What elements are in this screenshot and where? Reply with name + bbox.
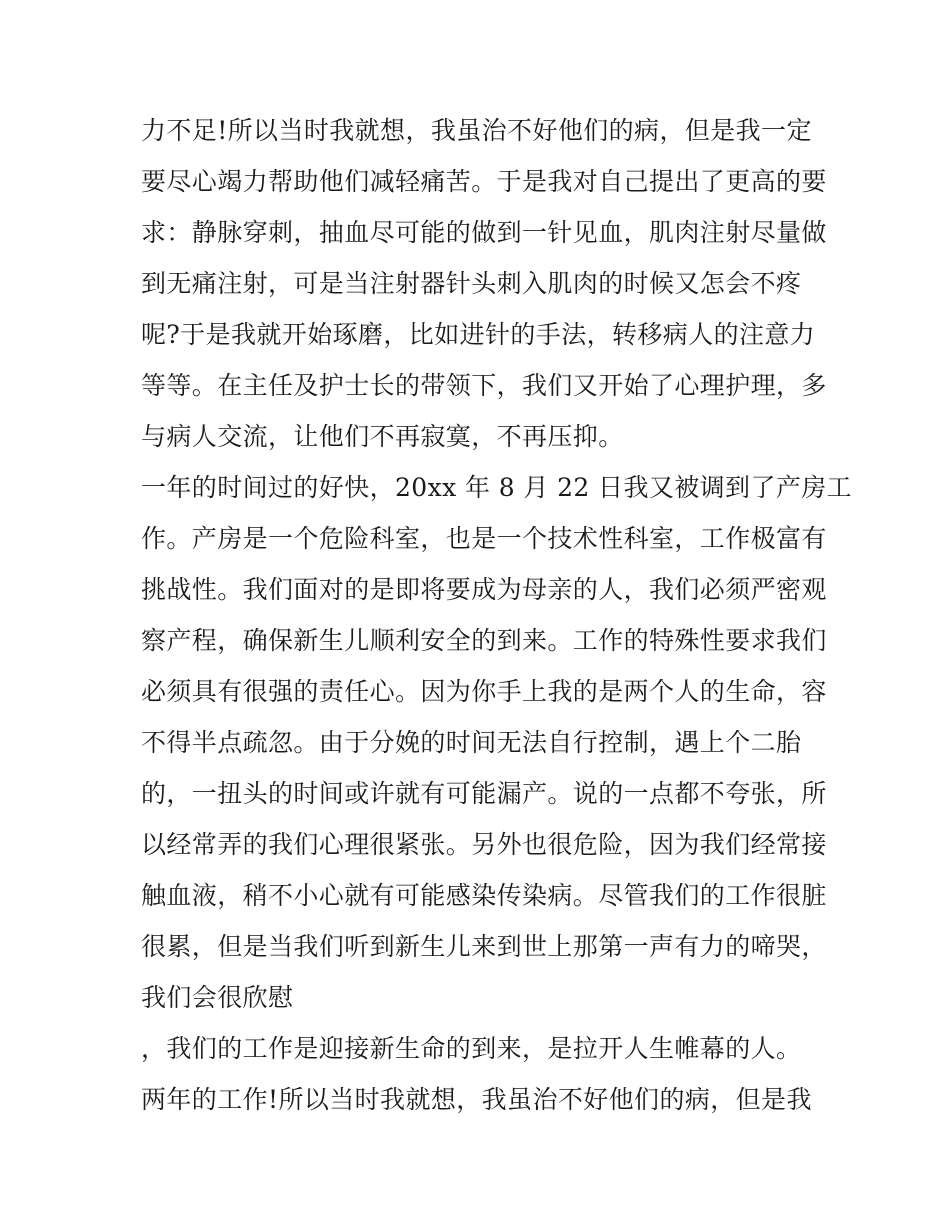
text-line: 求：静脉穿刺，抽血尽可能的做到一针见血，肌肉注射尽量做 [141,218,827,247]
text-line: 我们会很欣慰 [141,983,294,1012]
text-line: 不得半点疏忽。由于分娩的时间无法自行控制，遇上个二胎 [141,728,802,757]
document-body [141,105,853,1125]
text-line: 以经常弄的我们心理很紧张。另外也很危险，因为我们经常接 [141,830,827,859]
text-line: 等等。在主任及护士长的带领下，我们又开始了心理护理，多 [141,371,827,400]
text-line: 到无痛注射，可是当注射器针头刺入肌肉的时候又怎会不疼 [141,269,802,298]
text-line: 一年的时间过的好快，20xx 年 8 月 22 日我又被调到了产房工 [141,473,853,502]
text-line: 的，一扭头的时间或许就有可能漏产。说的一点都不夸张，所 [141,779,827,808]
text-line: 挑战性。我们面对的是即将要成为母亲的人，我们必须严密观 [141,575,827,604]
text-line: 作。产房是一个危险科室，也是一个技术性科室，工作极富有 [141,524,827,553]
text-line: 要尽心竭力帮助他们减轻痛苦。于是我对自己提出了更高的要 [141,167,827,196]
text-line: 触血液，稍不小心就有可能感染传染病。尽管我们的工作很脏 [141,881,827,910]
text-line: 呢?于是我就开始琢磨，比如进针的手法，转移病人的注意力 [141,320,816,349]
text-line: 力不足!所以当时我就想，我虽治不好他们的病，但是我一定 [141,116,812,145]
text-line: 察产程，确保新生儿顺利安全的到来。工作的特殊性要求我们 [141,626,827,655]
text-line: ，我们的工作是迎接新生命的到来，是拉开人生帷幕的人。 [141,1034,802,1063]
text-line: 必须具有很强的责任心。因为你手上我的是两个人的生命，容 [141,677,827,706]
text-line: 两年的工作!所以当时我就想，我虽治不好他们的病，但是我 [141,1085,812,1114]
text-line: 与病人交流，让他们不再寂寞，不再压抑。 [141,422,624,451]
text-line: 很累，但是当我们听到新生儿来到世上那第一声有力的啼哭， [141,932,827,961]
